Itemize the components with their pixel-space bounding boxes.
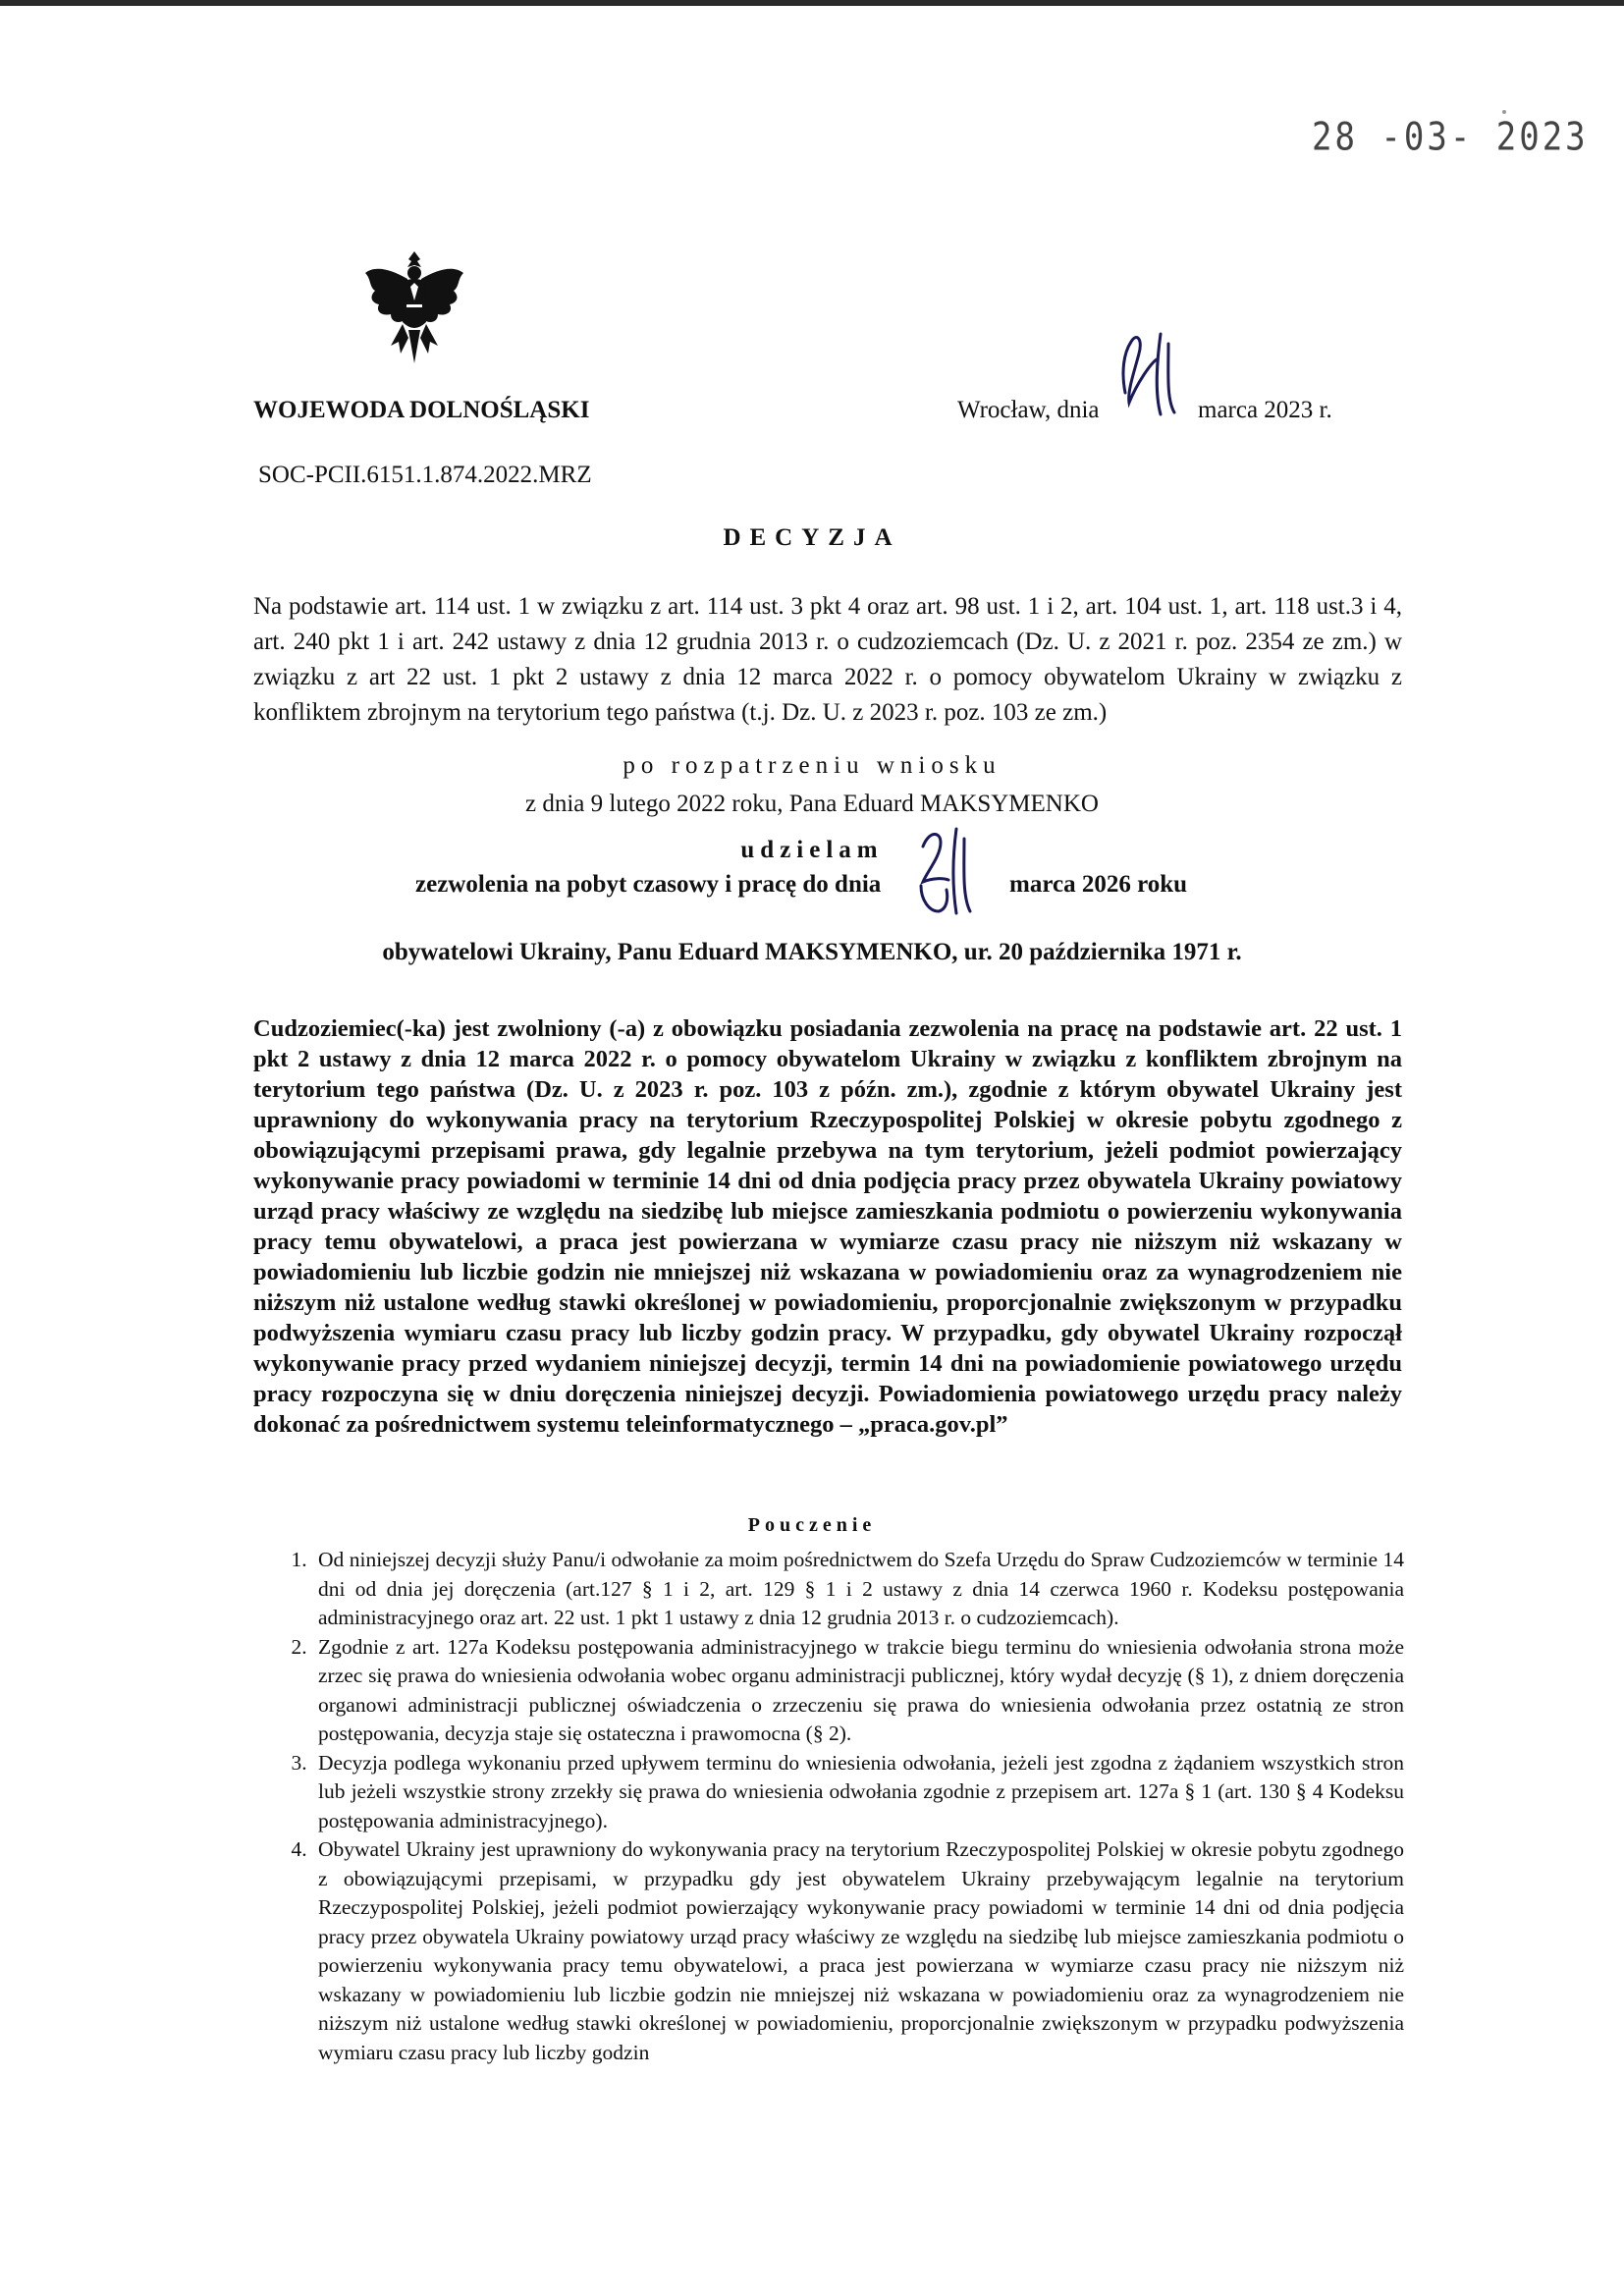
application-heading: po rozpatrzeniu wniosku	[623, 752, 1001, 779]
issuing-authority: WOJEWODA DOLNOŚLĄSKI	[253, 397, 590, 423]
scan-top-border	[0, 0, 1624, 6]
instructions-list	[265, 1546, 1404, 2067]
handwritten-day-validity	[917, 821, 986, 919]
legal-basis-paragraph: Na podstawie art. 114 ust. 1 w związku z art. 114 ust. 3 pkt 4 oraz art. 98 ust. 1 i 2, art. 104 ust. 1, art. 118 ust.3 i 4, art. 240 pkt 1 i art. 242 ustawy z dnia 12 grudnia 2013 r. o cudzoziemcach (Dz. U. z 2021 r. poz. 2354 ze zm.) w związku z art 22 ust. 1 pkt 2 ustawy z dnia 12 marca 2022 r. o pomocy obywatelom Ukrainy w związku z konfliktem zbrojnym na terytorium tego państwa (t.j. Dz. U. z 2023 r. poz. 103 ze zm.)	[253, 593, 1402, 726]
instructions-title: Pouczenie	[747, 1514, 877, 1536]
document-title: DECYZJA	[723, 524, 901, 551]
place-date-prefix: Wrocław, dnia	[957, 397, 1100, 423]
application-details: z dnia 9 lutego 2022 roku, Pana Eduard MAKSYMENKO	[525, 791, 1099, 817]
work-permit-exemption: Cudzoziemiec(-ka) jest zwolniony (-a) z obowiązku posiadania zezwolenia na pracę na podstawie art. 22 ust. 1 pkt 2 ustawy z dnia 12 marca 2022 r. o pomocy obywatelom Ukrainy w związku z konfliktem zbrojnym na terytorium tego państwa (Dz. U. z 2023 r. poz. 103 z późn. zm.), zgodnie z którym obywatel Ukrainy jest uprawniony do wykonywania pracy na terytorium Rzeczypospolitej Polskiej w okresie pobytu zgodnego z obowiązującymi przepisami prawa, gdy legalnie przebywa na tym terytorium, jeżeli podmiot powierzający wykonywanie pracy powiadomi w terminie 14 dni od dnia podjęcia pracy przez obywatela Ukrainy powiatowy urząd pracy właściwy ze względu na siedzibę lub miejsce zamieszkania podmiotu o powierzeniu wykonywania pracy temu obywatelowi, a praca jest powierzana w wymiarze czasu pracy nie niższym niż wskazany w powiadomieniu lub liczbie godzin nie mniejszej niż wskazana w powiadomieniu oraz za wynagrodzeniem nie niższym niż ustalone według stawki określonej w powiadomieniu, proporcjonalnie zwiększonym w przypadku podwyższenia wymiaru czasu pracy lub liczby godzin pracy. W przypadku, gdy obywatel Ukrainy rozpoczął wykonywanie pracy przed wydaniem niniejszej decyzji, termin 14 dni na powiadomienie powiatowego urzędu pracy rozpoczyna się w dniu doręczenia niniejszej decyzji. Powiadomienia powiatowego urzędu pracy należy dokonać za pośrednictwem systemu teleinformatycznego – „praca.gov.pl”	[253, 1015, 1402, 1438]
instruction-item: 3. Decyzja podlega wykonaniu przed upływem terminu do wniesienia odwołania, jeżeli jest zgodna z żądaniem wszystkich stron lub jeżeli wszystkie strony zrzekły się prawa do wniesienia odwołania zgodnie z przepisem art. 127a § 1 (art. 130 § 4 Kodeksu postępowania administracyjnego).	[312, 1749, 1404, 1836]
instruction-item: 2. Zgodnie z art. 127a Kodeksu postępowania administracyjnego w trakcie biegu terminu do wniesienia odwołania strona może zrzec się prawa do wniesienia odwołania wobec organu administracji publicznej, który wydał decyzję (§ 1), z dniem doręczenia organowi administracji publicznej oświadczenia o zrzeczeniu się prawa do wniesienia odwołania przez ostatnią ze stron postępowania, decyzja staje się ostateczna i prawomocna (§ 2).	[312, 1633, 1404, 1749]
received-date-stamp: 28 -03- 2023	[1312, 115, 1589, 160]
grant-validity-end: marca 2026 roku	[1009, 871, 1188, 898]
grant-heading: udzielam	[740, 837, 884, 863]
issue-month-year: marca 2023 r.	[1198, 397, 1332, 423]
grant-text: zezwolenia na pobyt czasowy i pracę do dnia	[415, 871, 882, 898]
instruction-item: 4. Obywatel Ukrainy jest uprawniony do wykonywania pracy na terytorium Rzeczypospolitej Polskiej w okresie pobytu zgodnego z obowiązującymi przepisami, w przypadku gdy jest obywatelem Ukrainy przebywającym legalnie na terytorium Rzeczypospolitej Polskiej, jeżeli podmiot powierzający wykonywanie pracy powiadomi w terminie 14 dni od dnia podjęcia pracy przez obywatela Ukrainy powiatowy urząd pracy właściwy ze względu na siedzibę lub miejsce zamieszkania podmiotu o powierzeniu wykonywania pracy temu obywatelowi, a praca jest powierzana w wymiarze czasu pracy nie niższym niż wskazany w powiadomieniu lub liczbie godzin nie mniejszej niż wskazana w powiadomieniu oraz za wynagrodzeniem nie niższym niż ustalone według stawki określonej w powiadomieniu, proporcjonalnie zwiększonym w przypadku podwyższenia wymiaru czasu pracy lub liczby godzin	[312, 1835, 1404, 2067]
white-eagle-emblem-icon	[361, 244, 467, 367]
instruction-item: 1. Od niniejszej decyzji służy Panu/i odwołanie za moim pośrednictwem do Szefa Urzędu do Spraw Cudzoziemców w terminie 14 dni od dnia jej doręczenia (art.127 § 1 i 2, art. 129 § 1 i 2 ustawy z dnia 14 czerwca 1960 r. Kodeksu postępowania administracyjnego oraz art. 22 ust. 1 pkt 1 ustawy z dnia 12 grudnia 2013 r. o cudzoziemcach).	[312, 1546, 1404, 1633]
handwritten-day-issue	[1117, 324, 1196, 422]
reference-number: SOC-PCII.6151.1.874.2022.MRZ	[258, 462, 592, 488]
beneficiary-line: obywatelowi Ukrainy, Panu Eduard MAKSYMENKO, ur. 20 października 1971 r.	[382, 939, 1242, 965]
scan-speck	[1502, 110, 1506, 114]
